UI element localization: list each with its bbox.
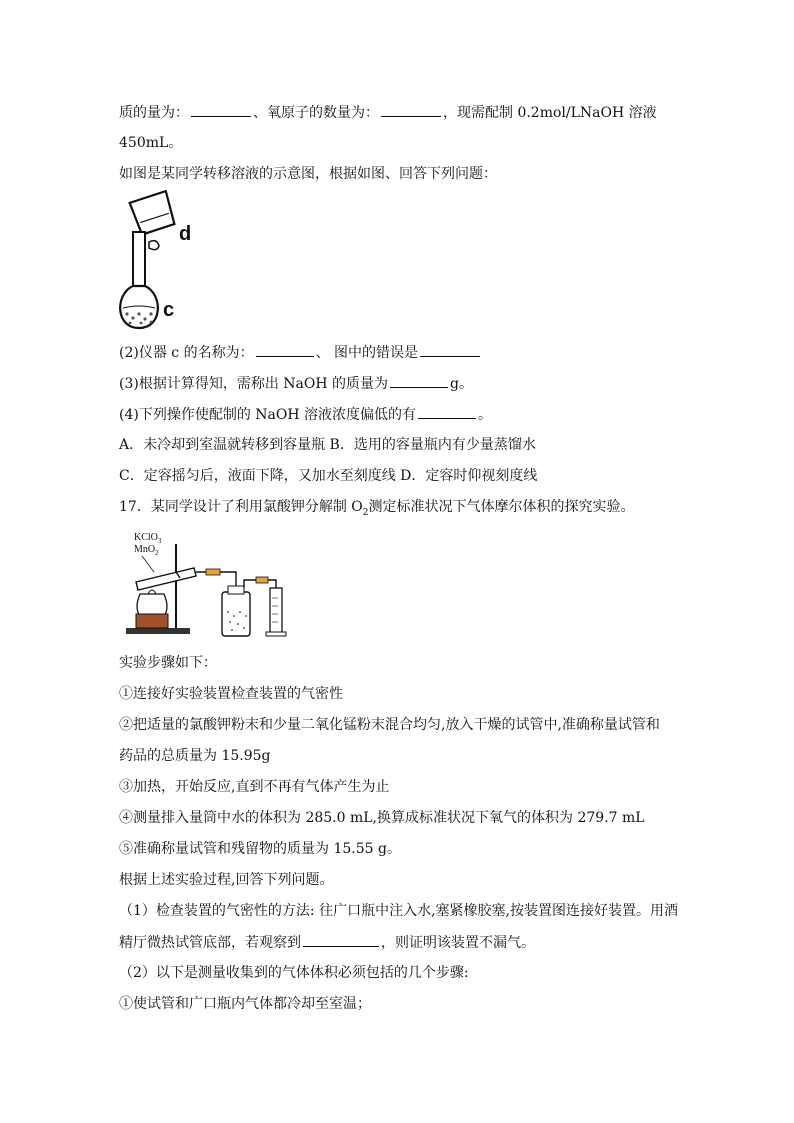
label-d: d [179,223,192,245]
text-segment: g。 [450,376,473,392]
label-mno2: MnO$_2$ [134,544,159,557]
label-kclo3: KClO$_3$ [134,532,162,545]
question-2 [119,342,482,363]
text-line-1 [119,102,657,123]
question-4 [119,404,492,425]
question-3 [119,373,473,394]
step-2-continued: 药品的总质量为 15.95g [119,748,271,764]
text-segment: ，则证明该装置不漏气。 [381,935,535,951]
text-line-2: 450mL。 [119,135,183,151]
answer-blank[interactable] [256,342,314,357]
text-segment: ，现需配制 0.2mol/LNaOH 溶液 [443,105,657,121]
steps-title: 实验步骤如下： [119,655,217,671]
answer-blank[interactable] [381,102,441,117]
text-segment: (3)根据计算得知，需称出 NaOH 的质量为 [119,376,389,392]
question-17 [119,497,634,523]
text-segment: 。 [478,407,493,423]
answer-blank[interactable] [390,373,448,388]
step-4: ④测量排入量筒中水的体积为 285.0 mL,换算成标准状况下氧气的体积为 279.7 mL [119,810,645,826]
options-cd: C．定容摇匀后，液面下降，又加水至刻度线 D．定容时仰视刻度线 [119,468,538,484]
step-1: ①连接好实验装置检查装置的气密性 [119,686,343,702]
part-2-step-1: ①使试管和广口瓶内气体都冷却至室温； [119,996,371,1012]
answer-blank[interactable] [420,342,480,357]
part-1: （1）检查装置的气密性的方法: 往广口瓶中注入水,塞紧橡胶塞,按装置图连接好装置。用酒 [119,903,678,919]
part-2: （2）以下是测量收集到的气体体积必须包括的几个步骤: [119,965,469,981]
text-segment: 测定标准状况下气体摩尔体积的探究实验。 [368,499,635,515]
apparatus-figure [122,528,298,640]
text-segment: (2)仪器 c 的名称为： [119,345,254,361]
label-c: c [163,299,175,321]
text-segment: 、氧原子的数量为： [253,105,379,121]
volumetric-flask-figure [115,190,205,330]
step-5: ⑤准确称量试管和残留物的质量为 15.55 g。 [119,841,401,857]
answer-blank[interactable] [191,102,251,117]
text-segment: (4)下列操作使配制的 NaOH 溶液浓度偏低的有 [119,407,417,423]
text-segment: 、 图中的错误是 [315,345,419,361]
step-2: ②把适量的氯酸钾粉末和少量二氧化锰粉末混合均匀,放入干燥的试管中,准确称量试管和 [119,717,660,733]
text-segment: 精厅微热试管底部，若观察到 [119,935,301,951]
text-segment: 质的量为： [119,105,189,121]
options-ab: A．未冷却到室温就转移到容量瓶 B．选用的容量瓶内有少量蒸馏水 [119,437,536,453]
step-3: ③加热，开始反应,直到不再有气体产生为止 [119,779,390,795]
subscript: 2 [362,507,369,518]
text-line-3: 如图是某同学转移溶液的示意图，根据如图、回答下列问题： [119,166,497,182]
answer-intro: 根据上述实验过程,回答下列问题。 [119,872,334,888]
answer-blank[interactable] [418,404,476,419]
part-1-continued [119,932,535,953]
answer-blank[interactable] [303,932,379,947]
text-segment: 17．某同学设计了利用氯酸钾分解制 O [119,499,363,515]
